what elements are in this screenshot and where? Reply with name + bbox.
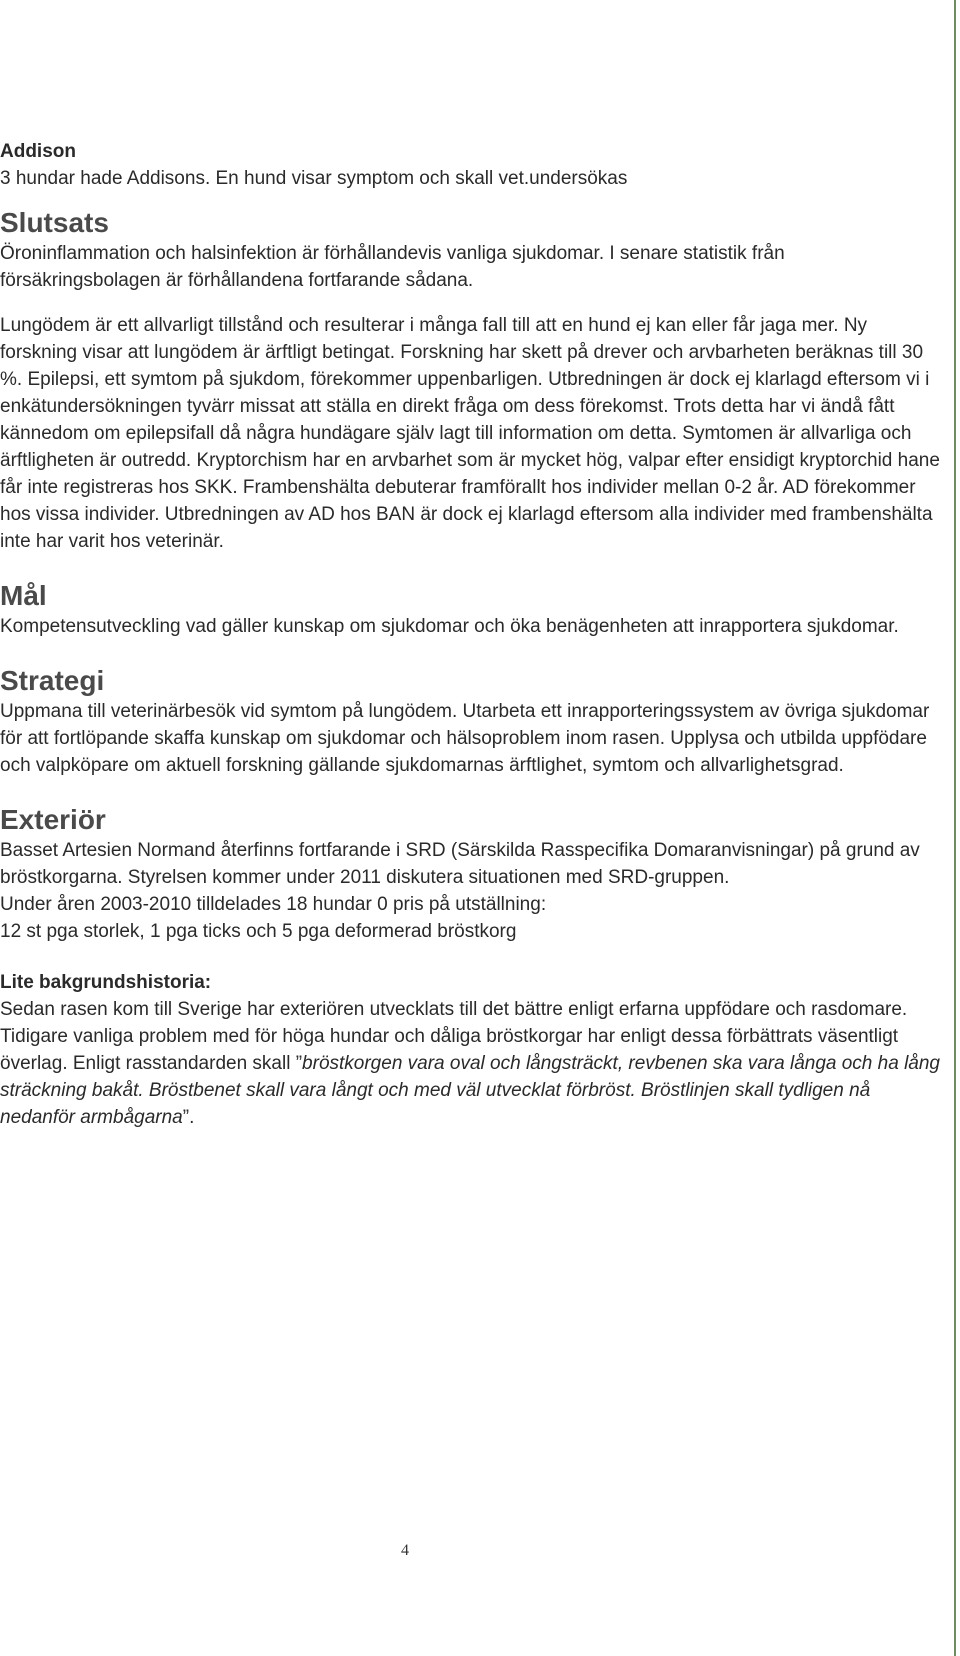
slutsats-paragraph-1: Öroninflammation och halsinfektion är förhållandevis vanliga sjukdomar. I senare statistik från försäkringsbolagen är förhållandena fortfarande sådana. bbox=[0, 243, 785, 291]
bakgrund-text-plain: Sedan rasen kom till Sverige har exteriören utvecklats till det bättre enligt erfarna uppfödare och rasdomare. Tidigare vanliga problem med för höga hundar och dåliga bröstkorgar har enligt dessa förbättrats väsentligt överlag. Enligt rasstandarden skall ” bbox=[0, 999, 908, 1074]
page-content bbox=[0, 138, 945, 1131]
addison-heading: Addison bbox=[0, 141, 76, 162]
addison-text: 3 hundar hade Addisons. En hund visar symptom och skall vet.undersökas bbox=[0, 168, 628, 189]
section-mal bbox=[0, 579, 945, 640]
exterior-paragraph-3: 12 st pga storlek, 1 pga ticks och 5 pga deformerad bröstkorg bbox=[0, 921, 517, 942]
bakgrund-heading: Lite bakgrundshistoria: bbox=[0, 972, 212, 993]
exterior-paragraph-2: Under åren 2003-2010 tilldelades 18 hundar 0 pris på utställning: bbox=[0, 894, 547, 915]
exterior-paragraph-1: Basset Artesien Normand återfinns fortfarande i SRD (Särskilda Rasspecifika Domaranvisningar) på grund av bröstkorgarna. Styrelsen kommer under 2011 diskutera situationen med SRD-gruppen. bbox=[0, 840, 920, 888]
strategi-heading: Strategi bbox=[0, 665, 105, 696]
mal-heading: Mål bbox=[0, 580, 47, 611]
slutsats-paragraph-2: Lungödem är ett allvarligt tillstånd och resulterar i många fall till att en hund ej kan eller får jaga mer. Ny forskning visar att lungödem är ärftligt betingat. Forskning har skett på drever och arvbarheten beräknas till 30 %. Epilepsi, ett symtom på sjukdom, förekommer uppenbarligen. Utbredningen är dock ej klarlagd eftersom vi i enkätundersökningen tyvärr missat att ställa en direkt fråga om dess förekomst. Trots detta har vi ändå fått kännedom om epilepsifall då några hundägare själv lagt till information om detta. Symtomen är allvarliga och ärftligheten är outredd. Kryptorchism har en arvbarhet som är mycket hög, valpar efter ensidigt kryptorchid hane får inte registreras hos SKK. Frambenshälta debuterar framförallt hos individer mellan 0-2 år. AD förekommer hos vissa individer. Utbredningen av AD hos BAN är dock ej klarlagd eftersom alla individer med frambenshälta inte har varit hos veterinär. bbox=[0, 315, 940, 552]
page-border-rule bbox=[954, 0, 956, 1656]
section-addison bbox=[0, 138, 945, 192]
page-number: 4 bbox=[401, 1542, 409, 1559]
section-strategi bbox=[0, 664, 945, 779]
bakgrund-text bbox=[0, 996, 945, 1131]
section-slutsats bbox=[0, 206, 945, 555]
exterior-heading: Exteriör bbox=[0, 804, 106, 835]
section-exterior bbox=[0, 803, 945, 945]
bakgrund-quote: bröstkorgen vara oval och långsträckt, revbenen ska vara långa och ha lång sträckning bakåt. Bröstbenet skall vara långt och med väl utvecklat förbröst. Bröstlinjen skall tydligen nå nedanför armbågarna bbox=[0, 1053, 940, 1128]
mal-text: Kompetensutveckling vad gäller kunskap om sjukdomar och öka benägenheten att inrapportera sjukdomar. bbox=[0, 616, 899, 637]
strategi-text: Uppmana till veterinärbesök vid symtom på lungödem. Utarbeta ett inrapporteringssystem av övriga sjukdomar för att fortlöpande skaffa kunskap om sjukdomar och hälsoproblem inom rasen. Upplysa och utbilda uppfödare och valpköpare om aktuell forskning gällande sjukdomarnas ärftlighet, symtom och allvarlighetsgrad. bbox=[0, 701, 930, 776]
section-bakgrund bbox=[0, 969, 945, 1131]
slutsats-heading: Slutsats bbox=[0, 207, 109, 238]
bakgrund-quote-end: ”. bbox=[182, 1107, 195, 1128]
